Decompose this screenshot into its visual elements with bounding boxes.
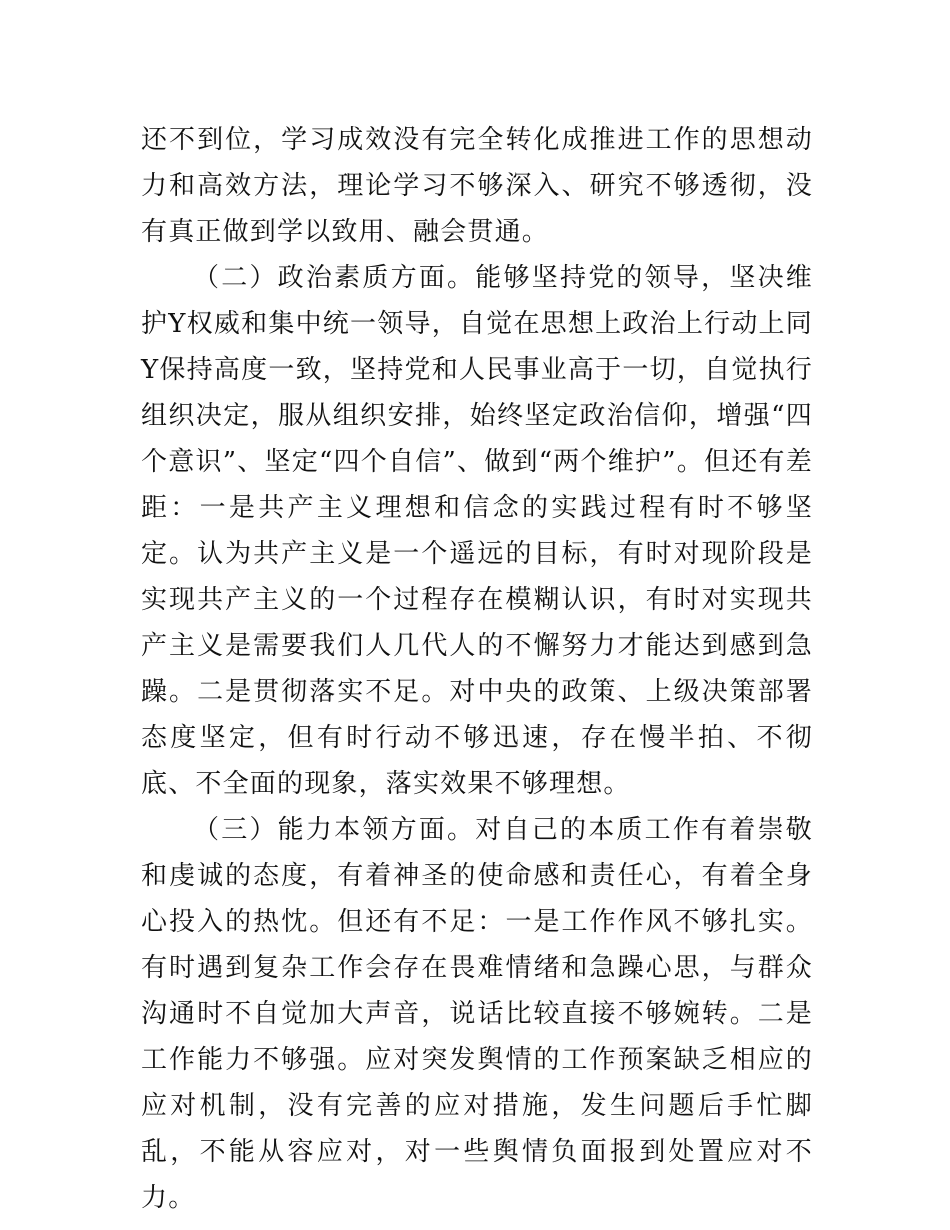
paragraph-ability: （三）能力本领方面。对自己的本质工作有着崇敬和虔诚的态度，有着神圣的使命感和责任心，有着全身心投入的热忱。但还有不足：一是工作作风不够扎实。有时遇到复杂工作会存在畏难情绪和急躁心思，与群众沟通时不自觉加大声音，说话比较直接不够婉转。二是工作能力不够强。应对突发舆情的工作预案缺乏相应的应对机制，没有完善的应对措施，发生问题后手忙脚乱，不能从容应对，对一些舆情负面报到处置应对不力。 — [141, 815, 813, 1213]
paragraph-political-quality: （二）政治素质方面。能够坚持党的领导，坚决维护Y权威和集中统一领导，自觉在思想上政治上行动上同Y保持高度一致，坚持党和人民事业高于一切，自觉执行组织决定，服从组织安排，始终坚定政治信仰，增强“四个意识”、坚定“四个自信”、做到“两个维护”。但还有差距：一是共产主义理想和信念的实践过程有时不够坚定。认为共产主义是一个遥远的目标，有时对现阶段是实现共产主义的一个过程存在模糊认识，有时对实现共产主义是需要我们人几代人的不懈努力才能达到感到急躁。二是贯彻落实不足。对中央的政策、上级决策部署态度坚定，但有时行动不够迅速，存在慢半拍、不彻底、不全面的现象，落实效果不够理想。 — [141, 263, 813, 799]
document-body — [141, 117, 813, 1221]
paragraph-continuation: 还不到位，学习成效没有完全转化成推进工作的思想动力和高效方法，理论学习不够深入、研究不够透彻，没有真正做到学以致用、融会贯通。 — [141, 125, 813, 247]
